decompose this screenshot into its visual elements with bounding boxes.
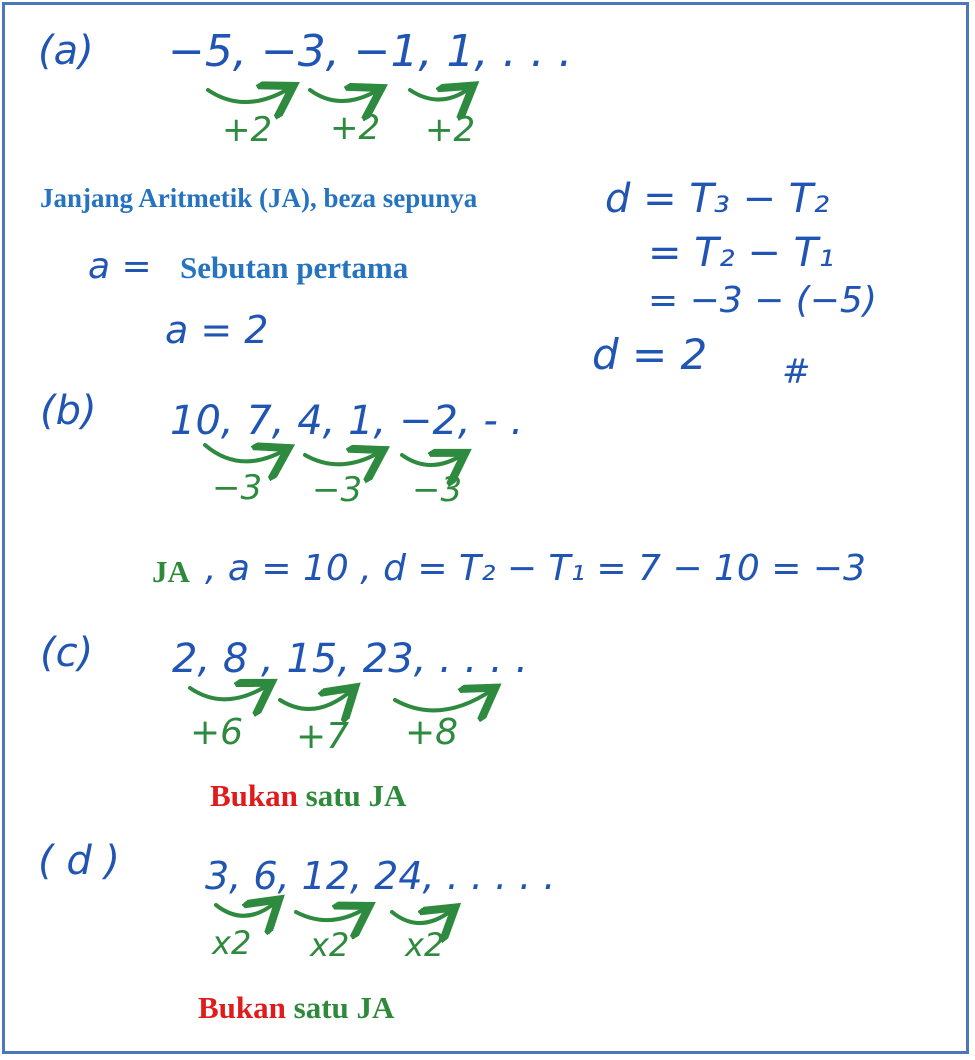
sequence-d: 3, 6, 12, 24, . . . . . [205,854,556,898]
diff-a-3: +2 [425,110,476,150]
diff-c-2: +7 [296,716,350,757]
label-b: (b) [40,388,97,434]
diff-b-2: −3 [312,470,363,510]
label-a: (a) [38,28,94,74]
sequence-b: 10, 7, 4, 1, −2, - . [170,398,524,444]
a-symbol: a = [88,246,152,287]
formula-b: , a = 10 , d = T₂ − T₁ = 7 − 10 = −3 [205,548,866,589]
diff-a-1: +2 [222,110,273,150]
bukan-d: Bukan [198,990,286,1025]
diff-c-3: +8 [405,712,459,753]
diff-b-1: −3 [212,468,263,508]
satu-ja-d: satu JA [293,990,395,1025]
verdict-d [198,990,394,1026]
diff-a-2: +2 [330,108,381,148]
diff-d-1: x2 [212,924,252,962]
a-value: a = 2 [165,308,269,352]
d-line-3: = −3 − (−5) [648,280,877,321]
bukan-c: Bukan [210,778,298,813]
ja-label-b: JA [152,554,190,589]
diff-b-3: −3 [412,470,463,510]
ja-definition: Janjang Aritmetik (JA), beza sepunya [40,183,478,213]
satu-ja-c: satu JA [305,778,407,813]
sequence-c: 2, 8 , 15, 23, . . . . [172,636,529,682]
label-c: (c) [40,630,94,676]
d-line-4: d = 2 [592,330,708,379]
label-d: ( d ) [38,838,121,884]
d-line-2: = T₂ − T₁ [648,230,835,276]
diff-d-2: x2 [310,926,350,964]
diff-d-3: x2 [405,926,445,964]
verdict-c [210,778,406,814]
diff-c-1: +6 [190,712,244,753]
d-line-1: d = T₃ − T₂ [605,176,830,222]
hash-mark: # [782,352,811,392]
sequence-a: −5, −3, −1, 1, . . . [168,26,573,77]
first-term-text: Sebutan pertama [180,250,409,285]
